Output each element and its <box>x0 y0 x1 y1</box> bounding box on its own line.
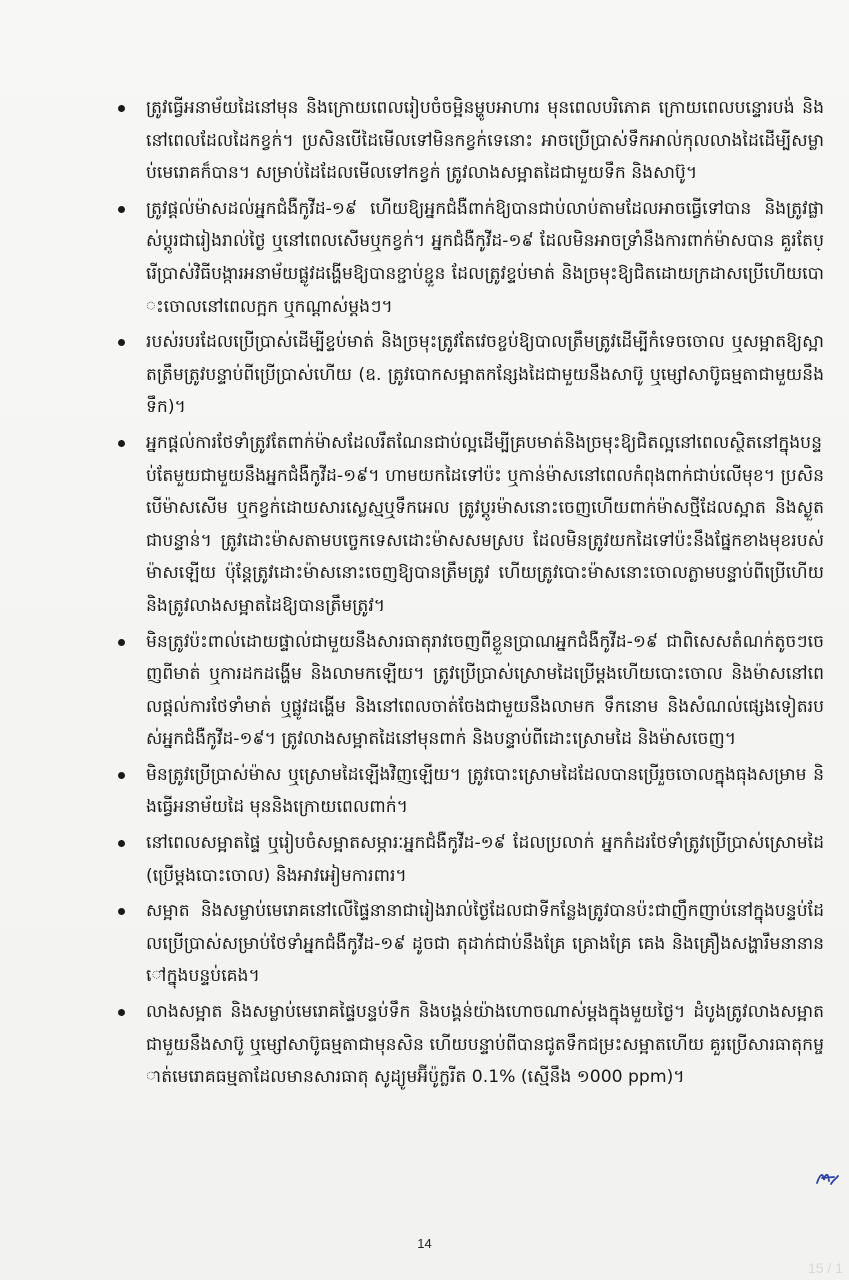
bullet-text: នៅពេលសម្អាតផ្ទៃ ឬរៀបចំសម្អាតសម្ភារៈអ្នកជំងឺកូវីដ-១៩ ដែលប្រលាក់ អ្នកកំដរថែទាំត្រូវប្រើប្រាស់ស្រោមដៃ (ប្រើម្តងបោះចោល) និងអាវអៀមការពារ។ <box>146 833 824 886</box>
list-item <box>118 626 824 756</box>
list-item <box>118 996 824 1094</box>
page-number: 14 <box>417 1236 432 1251</box>
bullet-icon <box>118 206 125 213</box>
bullet-text: មិនត្រូវប៉ះពាល់ដោយផ្ទាល់ជាមួយនឹងសារធាតុរាវចេញពីខ្លួនប្រាណអ្នកជំងឺកូវីដ-១៩ ជាពិសេសតំណក់តូចៗចេញពីមាត់ ឬការដកដង្ហើម និងលាមកឡើយ។ ត្រូវប្រើប្រាស់ស្រោមដៃប្រើម្តងហើយបោះចោល និងម៉ាសនៅពេលផ្តល់ការថែទាំមាត់ ឬផ្លូវដង្ហើម និងនៅពេលចាត់ចែងជាមួយនឹងលាមក ទឹកនោម និងសំណល់ផ្សេងទៀតរបស់អ្នកជំងឺកូវីដ-១៩។ ត្រូវលាងសម្អាតដៃនៅមុនពាក់ និងបន្ទាប់ពីដោះស្រោមដៃ និងម៉ាសចេញ។ <box>146 631 824 750</box>
bullet-icon <box>118 772 125 779</box>
bullet-text: លាងសម្អាត និងសម្លាប់មេរោគផ្ទៃបន្ទប់ទឹក និងបង្គន់យ៉ាងហោចណាស់ម្តងក្នុងមួយថ្ងៃ។ ដំបូងត្រូវលាងសម្អាតជាមួយនឹងសាប៊ូ ឬម្សៅសាប៊ូធម្មតាជាមុនសិន ហើយបន្ទាប់ពីបានជូតទឹកជម្រះសម្អាតហើយ គួរប្រើសារធាតុកម្ចាត់មេរោគធម្មតាដែលមានសារធាតុ សូដ្យូមអ៊ីប៉ូក្លរីត 0.1% (ស្មើនឹង ១000 ppm)។ <box>146 1002 824 1088</box>
list-item <box>118 326 824 424</box>
bullet-icon <box>118 840 125 847</box>
list-item <box>118 759 824 824</box>
list-item <box>118 427 824 623</box>
bullet-icon <box>118 1009 125 1016</box>
bullet-text: របស់របរដែលប្រើប្រាស់ដើម្បីខ្ទប់មាត់ និងច្រមុះត្រូវតែវេចខ្ចប់ឱ្យបាលត្រឹមត្រូវដើម្បីកំទេចចោល ឬសម្អាតឱ្យស្អាតត្រឹមត្រូវបន្ទាប់ពីប្រើប្រាស់ហើយ (ឧ. ត្រូវបោកសម្អាតកន្សែងដៃជាមួយនឹងសាប៊ូ ឬម្សៅសាប៊ូធម្មតាជាមួយនឹងទឹក)។ <box>146 332 824 418</box>
bullet-text: អ្នកផ្តល់ការថែទាំត្រូវតែពាក់ម៉ាសដែលរឹតណែនជាប់ល្អដើម្បីគ្របមាត់និងច្រមុះឱ្យជិតល្អនៅពេលស្ថិតនៅក្នុងបន្ទប់តែមួយជាមួយនឹងអ្នកជំងឺកូវីដ-១៩។ ហាមយកដៃទៅប៉ះ ឬកាន់ម៉ាសនៅពេលកំពុងពាក់ជាប់លើមុខ។ ប្រសិនបើម៉ាសសើម ឬកខ្វក់ដោយសារស្លេស្មឬទឹកអេល ត្រូវប្តូរម៉ាសនោះចេញហើយពាក់ម៉ាសថ្មីដែលស្អាត និងស្ងួតជាបន្ទាន់។ ត្រូវដោះម៉ាសតាមបច្ចេកទេសដោះម៉ាសសមស្រប ដែលមិនត្រូវយកដៃទៅប៉ះនឹងផ្នែកខាងមុខរបស់ម៉ាសឡើយ ប៉ុន្តែត្រូវដោះម៉ាសនោះចេញឱ្យបានត្រឹមត្រូវ ហើយត្រូវបោះម៉ាសនោះចោលភ្លាមបន្ទាប់ពីប្រើហើយ និងត្រូវលាងសម្អាតដៃឱ្យបានត្រឹមត្រូវ។ <box>146 432 824 616</box>
bullet-text: សម្អាត និងសម្លាប់មេរោគនៅលើផ្ទៃនានាជារៀងរាល់ថ្ងៃដែលជាទីកន្លែងត្រូវបានប៉ះជាញឹកញាប់នៅក្នុងបន្ទប់ដែលប្រើប្រាស់សម្រាប់ថែទាំអ្នកជំងឺកូវីដ-១៩ ដូចជា តុដាក់ជាប់នឹងគ្រែ គ្រោងគ្រែ គេង និងគ្រឿងសង្ហារឹមនានានៅក្នុងបន្ទប់គេង។ <box>146 901 824 987</box>
bullet-list <box>118 92 824 1097</box>
bullet-icon <box>118 339 125 346</box>
pen-annotation-icon <box>814 1166 840 1188</box>
list-item <box>118 895 824 993</box>
bullet-icon <box>118 908 125 915</box>
list-item <box>118 827 824 892</box>
bullet-icon <box>118 440 125 447</box>
bullet-text: ត្រូវផ្តល់ម៉ាសដល់អ្នកជំងឺកូវីដ-១៩ ហើយឱ្យអ្នកជំងឺពាក់ឱ្យបានជាប់លាប់តាមដែលអាចធ្វើទៅបាន និងត្រូវផ្លាស់ប្តូរជារៀងរាល់ថ្ងៃ ឬនៅពេលសើមឬកខ្វក់។ អ្នកជំងឺកូវីដ-១៩ ដែលមិនអាចទ្រាំនឹងការពាក់ម៉ាសបាន គួរតែប្រើប្រាស់វិធីបង្ការអនាម័យផ្លូវដង្ហើមឱ្យបានខ្ជាប់ខ្ជួន ដែលត្រូវខ្ទប់មាត់ និងច្រមុះឱ្យជិតដោយក្រដាសប្រើហើយបោះចោលនៅពេលក្អក ឬកណ្តាស់ម្តងៗ។ <box>146 198 824 317</box>
list-item <box>118 92 824 190</box>
page-counter-watermark: 15 / 1 <box>807 1260 843 1276</box>
bullet-text: ត្រូវធ្វើអនាម័យដៃនៅមុន និងក្រោយពេលរៀបចំចម្អិនម្ហូបអាហារ មុនពេលបរិភោគ ក្រោយពេលបន្ទោរបង់ និងនៅពេលដែលដៃកខ្វក់។ ប្រសិនបើដៃមើលទៅមិនកខ្វក់ទេនោះ អាចប្រើប្រាស់ទឹកអាល់កុលលាងដៃដើម្បីសម្លាប់មេរោគក៏បាន។ សម្រាប់ដៃដែលមើលទៅកខ្វក់ ត្រូវលាងសម្អាតដៃជាមួយទឹក និងសាប៊ូ។ <box>146 98 824 184</box>
bullet-text: មិនត្រូវប្រើប្រាស់ម៉ាស ឬស្រោមដៃឡើងវិញឡើយ។ ត្រូវបោះស្រោមដៃដែលបានប្រើរួចចោលក្នុងធុងសម្រាម និងធ្វើអនាម័យដៃ មុននិងក្រោយពេលពាក់។ <box>146 764 824 818</box>
bullet-icon <box>118 105 125 112</box>
bullet-icon <box>118 639 125 646</box>
list-item <box>118 193 824 323</box>
